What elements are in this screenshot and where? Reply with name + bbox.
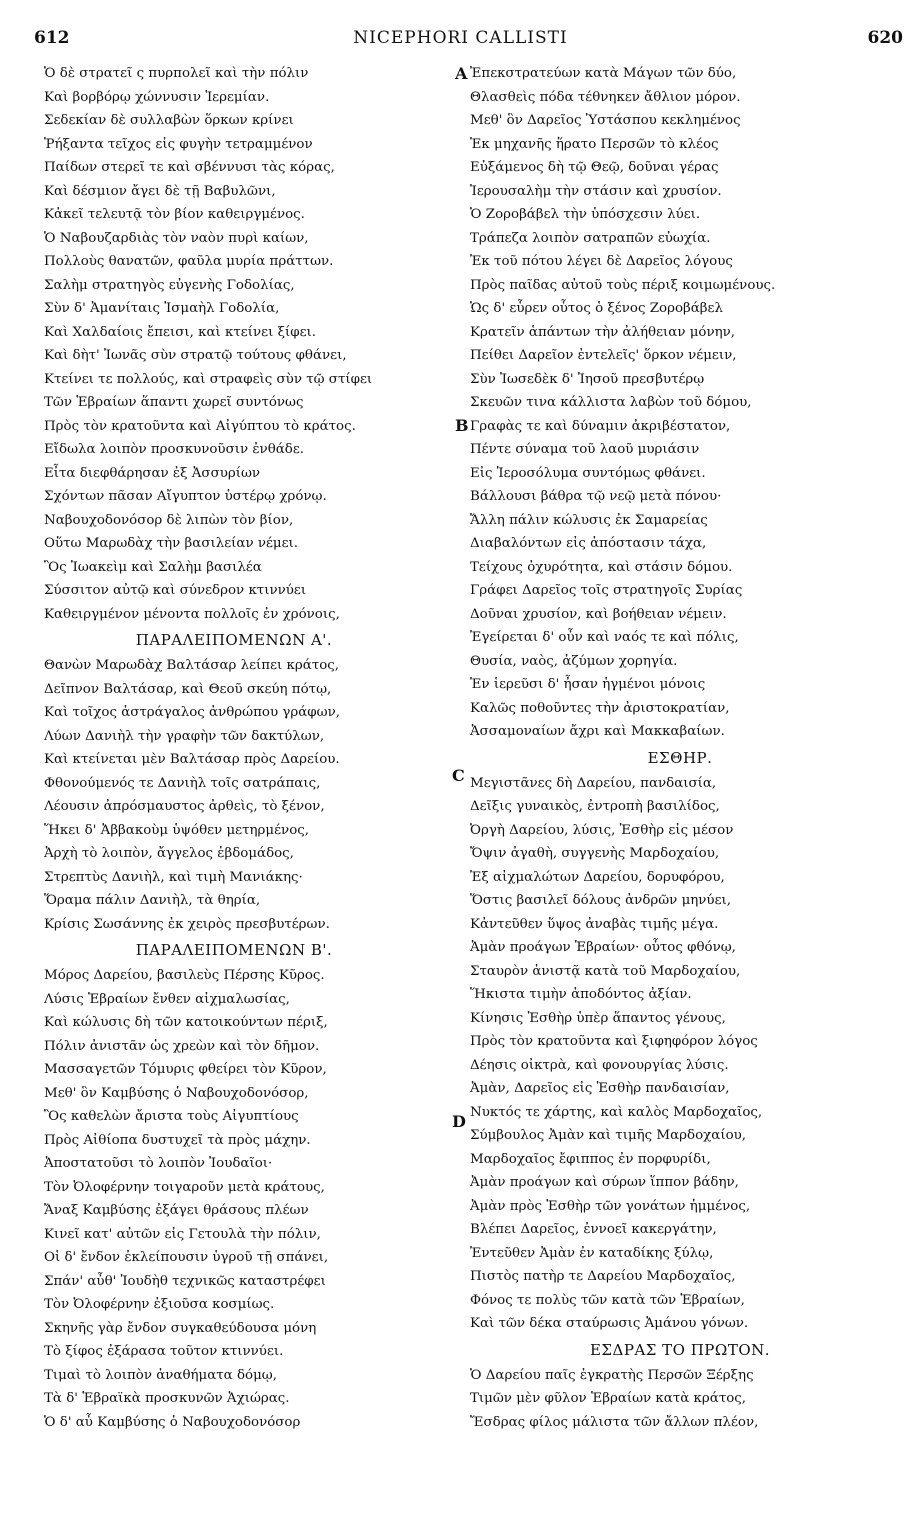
verse-line: Ἔσδρας φίλος μάλιστα τῶν ἄλλων πλέον, — [470, 1414, 759, 1430]
verse-line: Σκηνῆς γὰρ ἔνδον συγκαθεύδουσα μόνη — [44, 1320, 317, 1336]
verse-line: Δέησις οἰκτρὰ, καὶ φονουργίας λύσις. — [470, 1057, 729, 1073]
verse-line: Ὀργὴ Δαρείου, λύσις, Ἐσθὴρ εἰς μέσον — [470, 822, 734, 838]
verse-line: Ἥκιστα τιμὴν ἀποδόντος ἀξίαν. — [470, 987, 692, 1002]
verse-line: Ἐκ μηχανῆς ἥρατο Περσῶν τὸ κλέος — [470, 136, 719, 152]
verse-line: Ἐπεκστρατεύων κατὰ Μάγων τῶν δύο, — [470, 66, 737, 81]
margin-marker-d: D — [452, 1112, 466, 1131]
verse-line: Σὺν δ' Ἀμανίταις Ἰσμαὴλ Γοδολία, — [44, 301, 280, 316]
verse-line: Μόρος Δαρείου, βασιλεὺς Πέρσης Κῦρος. — [44, 968, 325, 983]
verse-line: Εἴδωλα λοιπὸν προσκυνοῦσιν ἐνθάδε. — [44, 442, 305, 457]
left-block-2 — [44, 654, 424, 936]
verse-line: Ἐξ αἰχμαλώτων Δαρείου, δορυφόρου, — [470, 869, 725, 885]
verse-line: Τὸν Ὀλοφέρνην τοιγαροῦν μετὰ κράτους, — [44, 1179, 325, 1195]
verse-line: Ἀμὰν πρὸς Ἐσθὴρ τῶν γονάτων ἡμμένος, — [470, 1198, 751, 1214]
verse-line: Μεθ' ὃν Καμβύσης ὁ Ναβουχοδονόσορ, — [44, 1085, 309, 1101]
verse-line: Κίνησις Ἐσθὴρ ὑπὲρ ἅπαντος γένους, — [470, 1010, 726, 1026]
verse-line: Σὺν Ἰωσεδὲκ δ' Ἰησοῦ πρεσβυτέρῳ — [470, 371, 705, 387]
verse-line: Μασσαγετῶν Τόμυρις φθείρει τὸν Κῦρον, — [44, 1062, 327, 1077]
left-column — [44, 62, 424, 1434]
page-number-right: 620 — [867, 28, 903, 48]
verse-line: Ἀμὰν, Δαρεῖος εἰς Ἐσθὴρ πανδαισίαν, — [470, 1081, 730, 1096]
margin-marker-b: B — [455, 416, 469, 435]
verse-line: Καὶ κτείνεται μὲν Βαλτάσαρ πρὸς Δαρείου. — [44, 752, 340, 767]
verse-line: Σκευῶν τινα κάλλιστα λαβὼν τοῦ δόμου, — [470, 395, 752, 410]
verse-line: Καὶ δὴτ' Ἰωνᾶς σὺν στρατῷ τούτους φθάνει, — [44, 348, 347, 363]
verse-line: Καὶ Χαλδαίοις ἔπεισι, καὶ κτείνει ξίφει. — [44, 324, 317, 340]
verse-line: Καὶ βορβόρῳ χώννυσιν Ἱερεμίαν. — [44, 89, 270, 105]
verse-line: Ὁ δ' αὖ Καμβύσης ὁ Ναβουχοδονόσορ — [44, 1414, 301, 1430]
verse-line: Θανὼν Μαρωδὰχ Βαλτάσαρ λείπει κράτος, — [44, 658, 340, 673]
verse-line: Φθονούμενός τε Δανιὴλ τοῖς σατράπαις, — [44, 775, 321, 791]
verse-line: Πρὸς Αἰθίοπα δυστυχεῖ τὰ πρὸς μάχην. — [44, 1132, 311, 1148]
verse-line: Ἐν ἱερεῦσι δ' ἦσαν ἡγμένοι μόνοις — [470, 677, 706, 692]
section-heading-paraleipomenon-a: ΠΑΡΑΛΕΙΠΟΜΕΝΩΝ Α'. — [135, 631, 333, 649]
verse-line: Ναβουχοδονόσορ δὲ λιπὼν τὸν βίον, — [44, 512, 294, 528]
verse-line: Ὅραμα πάλιν Δανιὴλ, τὰ θηρία, — [44, 893, 261, 908]
verse-line: Καθειργμένον μένοντα πολλοῖς ἐν χρόνοις, — [44, 606, 340, 622]
verse-line: Καὶ τῶν δέκα σταύρωσις Ἀμάνου γόνων. — [470, 1316, 749, 1331]
verse-line: Ἐκ τοῦ πότου λέγει δὲ Δαρεῖος λόγους — [470, 254, 733, 269]
verse-line: Μεθ' ὃν Δαρεῖος Ὑστάσπου κεκλημένος — [470, 113, 741, 128]
verse-line: Τὸν Ὀλοφέρνην ἐξιοῦσα κοσμίως. — [44, 1297, 275, 1312]
verse-line: Κρίσις Σωσάννης ἐκ χειρὸς πρεσβυτέρων. — [44, 916, 330, 932]
verse-line: Καὶ δέσμιον ἄγει δὲ τῇ Βαβυλῶνι, — [44, 183, 276, 199]
verse-line: Διαβαλόντων εἰς ἀπόστασιν τάχα, — [470, 536, 707, 551]
verse-line: Τὰ δ' Ἑβραϊκὰ προσκυνῶν Ἀχιώρας. — [44, 1391, 290, 1406]
verse-line: Ἱερουσαλὴμ τὴν στάσιν καὶ χρυσίον. — [470, 183, 722, 199]
right-block-3 — [470, 1364, 890, 1435]
right-block-1 — [470, 62, 890, 744]
verse-line: Κἀντεῦθεν ὕψος ἀναβὰς τιμῆς μέγα. — [470, 916, 719, 932]
verse-line: Θυσία, ναὸς, ἀζύμων χορηγία. — [470, 653, 678, 669]
verse-line: Δοῦναι χρυσίον, καὶ βοήθειαν νέμειν. — [470, 606, 727, 622]
verse-line: Οἱ δ' ἔνδον ἐκλείπουσιν ὑγροῦ τῇ σπάνει, — [44, 1250, 329, 1265]
verse-line: Ὁ Ζοροβάβελ τὴν ὑπόσχεσιν λύει. — [470, 207, 701, 222]
verse-line: Γραφὰς τε καὶ δύναμιν ἀκριβέστατον, — [470, 418, 731, 434]
verse-line: Ἀποστατοῦσι τὸ λοιπὸν Ἰουδαῖοι· — [44, 1156, 273, 1171]
verse-line: Ἀμὰν προάγων Ἑβραίων· οὗτος φθόνῳ, — [470, 940, 736, 955]
verse-line: Καὶ κώλυσις δὴ τῶν κατοικούντων πέριξ, — [44, 1015, 328, 1030]
verse-line: Σπάν' αὖθ' Ἰουδὴθ τεχνικῶς καταστρέφει — [44, 1273, 326, 1289]
verse-line: Κρατεῖν ἁπάντων τὴν ἀλήθειαν μόνην, — [470, 324, 736, 340]
right-block-2 — [470, 772, 890, 1336]
verse-line: Ῥήξαντα τεῖχος εἰς φυγὴν τετραμμένον — [44, 136, 313, 152]
verse-line: Σύμβουλος Ἀμὰν καὶ τιμῆς Μαρδοχαίου, — [470, 1128, 747, 1143]
verse-line: Μαρδοχαῖος ἔφιππος ἐν πορφυρίδι, — [470, 1151, 711, 1167]
verse-line: Γράφει Δαρεῖος τοῖς στρατηγοῖς Συρίας — [470, 583, 743, 598]
verse-line: Βάλλουσι βάθρα τῷ νεῷ μετὰ πόνου· — [470, 489, 722, 504]
verse-line: Πρὸς παῖδας αὐτοῦ τοὺς πέριξ κοιμωμένους. — [470, 277, 776, 293]
section-heading-esther: ΕΣΘΗΡ. — [647, 748, 713, 767]
verse-line: Σύσσιτον αὐτῷ καὶ σύνεδρον κτιννύει — [44, 583, 307, 598]
verse-line: Στρεπτὺς Δανιὴλ, καὶ τιμὴ Μανιάκης· — [44, 869, 303, 885]
verse-line: Σαλὴμ στρατηγὸς εὐγενὴς Γοδολίας, — [44, 277, 295, 293]
verse-line: Ὃς Ἰωακεὶμ καὶ Σαλὴμ βασιλέα — [44, 559, 262, 575]
margin-marker-a: A — [455, 64, 468, 83]
verse-line: Ἀμὰν προάγων καὶ σύρων ἵππον βάδην, — [470, 1175, 739, 1190]
verse-line: Ὄψιν ἀγαθὴ, συγγενὴς Μαρδοχαίου, — [470, 846, 720, 861]
right-column — [470, 62, 890, 1434]
verse-line: Ἥκει δ' Ἀββακοὺμ ὑψόθεν μετηρμένος, — [44, 822, 310, 838]
verse-line: Λέουσιν ἀπρόσμαυστος ἀρθεὶς, τὸ ξένον, — [44, 799, 325, 814]
verse-line: Κἀκεῖ τελευτᾷ τὸν βίον καθειργμένος. — [44, 207, 305, 222]
section-heading-paraleipomenon-b: ΠΑΡΑΛΕΙΠΟΜΕΝΩΝ Β'. — [135, 941, 333, 959]
verse-line: Ἀσσαμοναίων ἄχρι καὶ Μακκαβαίων. — [470, 724, 725, 739]
verse-line: Εἶτα διεφθάρησαν ἐξ Ἀσσυρίων — [44, 465, 261, 481]
verse-line: Τιμαὶ τὸ λοιπὸν ἀναθήματα δόμῳ, — [44, 1367, 277, 1383]
verse-line: Ὃς καθελὼν ἄριστα τοὺς Αἰγυπτίους — [44, 1109, 299, 1124]
verse-line: Εἰς Ἱεροσόλυμα συντόμως φθάνει. — [470, 465, 706, 481]
verse-line: Πρὸς τὸν κρατοῦντα καὶ ξιφηφόρον λόγος — [470, 1034, 758, 1049]
verse-line: Βλέπει Δαρεῖος, ἐννοεῖ κακεργάτην, — [470, 1222, 717, 1237]
verse-line: Ὡς δ' εὗρεν οὗτος ὁ ξένος Ζοροβάβελ — [470, 301, 723, 316]
verse-line: Ὁ δὲ στρατεῖ ς πυρπολεῖ καὶ τὴν πόλιν — [44, 66, 309, 81]
verse-line: Παίδων στερεῖ τε καὶ σβέννυσι τὰς κόρας, — [44, 160, 335, 175]
verse-line: Τιμῶν μὲν φῦλον Ἑβραίων κατὰ κράτος, — [470, 1391, 747, 1406]
verse-line: Πέντε σύναμα τοῦ λαοῦ μυριάσιν — [470, 442, 700, 457]
verse-line: Θλασθεὶς πόδα τέθνηκεν ἄθλιον μόρον. — [470, 89, 741, 105]
verse-line: Τὸ ξίφος ἐξάρασα τοῦτον κτιννύει. — [44, 1344, 284, 1359]
verse-line: Ἄλλη πάλιν κώλυσις ἐκ Σαμαρείας — [470, 512, 708, 528]
verse-line: Κτείνει τε πολλούς, καὶ στραφεὶς σὺν τῷ στίφει — [44, 371, 373, 387]
verse-line: Σχόντων πᾶσαν Αἴγυπτον ὑστέρῳ χρόνῳ. — [44, 489, 327, 504]
verse-line: Τράπεζα λοιπὸν σατραπῶν εὐωχία. — [470, 230, 711, 246]
verse-line: Σεδεκίαν δὲ συλλαβὼν ὅρκων κρίνει — [44, 113, 294, 128]
running-title: NICEPHORI CALLISTI — [353, 28, 568, 48]
verse-line: Πιστὸς πατὴρ τε Δαρείου Μαρδοχαῖος, — [470, 1269, 736, 1284]
verse-line: Ἀρχὴ τὸ λοιπὸν, ἄγγελος ἑβδομάδος, — [44, 846, 294, 861]
verse-line: Λύων Δανιὴλ τὴν γραφὴν τῶν δακτύλων, — [44, 728, 325, 744]
verse-line: Ὁ Ναβουζαρδιὰς τὸν ναὸν πυρὶ καίων, — [44, 230, 309, 246]
verse-line: Ἄναξ Καμβύσης ἐξάγει θράσους πλέων — [44, 1203, 309, 1218]
verse-line: Κινεῖ κατ' αὐτῶν εἰς Γετουλὰ τὴν πόλιν, — [44, 1226, 321, 1242]
left-block-3 — [44, 964, 424, 1434]
verse-line: Τείχους ὀχυρότητα, καὶ στάσιν δόμου. — [470, 559, 733, 575]
verse-line: Τῶν Ἑβραίων ἅπαντι χωρεῖ συντόνως — [44, 395, 304, 410]
verse-line: Οὕτω Μαρωδὰχ τὴν βασιλείαν νέμει. — [44, 536, 299, 551]
verse-line: Νυκτός τε χάρτης, καὶ καλὸς Μαρδοχαῖος, — [470, 1104, 763, 1120]
section-heading-esdras: ΕΣΔΡΑΣ ΤΟ ΠΡΩΤΟΝ. — [589, 1340, 771, 1359]
verse-line: Εὐξάμενος δὴ τῷ Θεῷ, δοῦναι γέρας — [470, 160, 719, 175]
verse-line: Μεγιστᾶνες δὴ Δαρείου, πανδαισία, — [470, 775, 717, 791]
verse-line: Λύσις Ἑβραίων ἔνθεν αἰχμαλωσίας, — [44, 991, 290, 1007]
verse-line: Φόνος τε πολὺς τῶν κατὰ τῶν Ἑβραίων, — [470, 1292, 745, 1308]
verse-line: Καλῶς ποθοῦντες τὴν ἀριστοκρατίαν, — [470, 700, 730, 716]
page-number-left: 612 — [34, 28, 70, 48]
verse-line: Ὅστις βασιλεῖ δόλους ἀνδρῶν μηνύει, — [470, 893, 732, 908]
verse-line: Ἐγείρεται δ' οὖν καὶ ναός τε καὶ πόλις, — [470, 630, 739, 645]
verse-line: Πόλιν ἀνιστᾶν ὡς χρεὼν καὶ τὸν δῆμον. — [44, 1038, 320, 1054]
verse-line: Ὁ Δαρείου παῖς ἐγκρατὴς Περσῶν Ξέρξης — [470, 1367, 754, 1383]
verse-line: Σταυρὸν ἀνιστᾷ κατὰ τοῦ Μαρδοχαίου, — [470, 963, 741, 979]
verse-line: Δεῖξις γυναικὸς, ἐντροπὴ βασιλίδος, — [470, 799, 720, 814]
left-block-1 — [44, 62, 424, 626]
verse-line: Ἐντεῦθεν Ἀμὰν ἐν καταδίκης ξύλῳ, — [470, 1245, 714, 1261]
verse-line: Πρὸς τὸν κρατοῦντα καὶ Αἰγύπτου τὸ κράτος. — [44, 418, 356, 434]
verse-line: Δεῖπνον Βαλτάσαρ, καὶ Θεοῦ σκεύη πότῳ, — [44, 681, 332, 697]
verse-line: Καὶ τοῖχος ἀστράγαλος ἀνθρώπου γράφων, — [44, 705, 340, 720]
verse-line: Πολλοὺς θανατῶν, φαῦλα μυρία πράττων. — [44, 254, 334, 269]
margin-marker-c: C — [452, 766, 465, 785]
verse-line: Πείθει Δαρεῖον ἐντελεῖς' ὅρκον νέμειν, — [470, 348, 737, 363]
